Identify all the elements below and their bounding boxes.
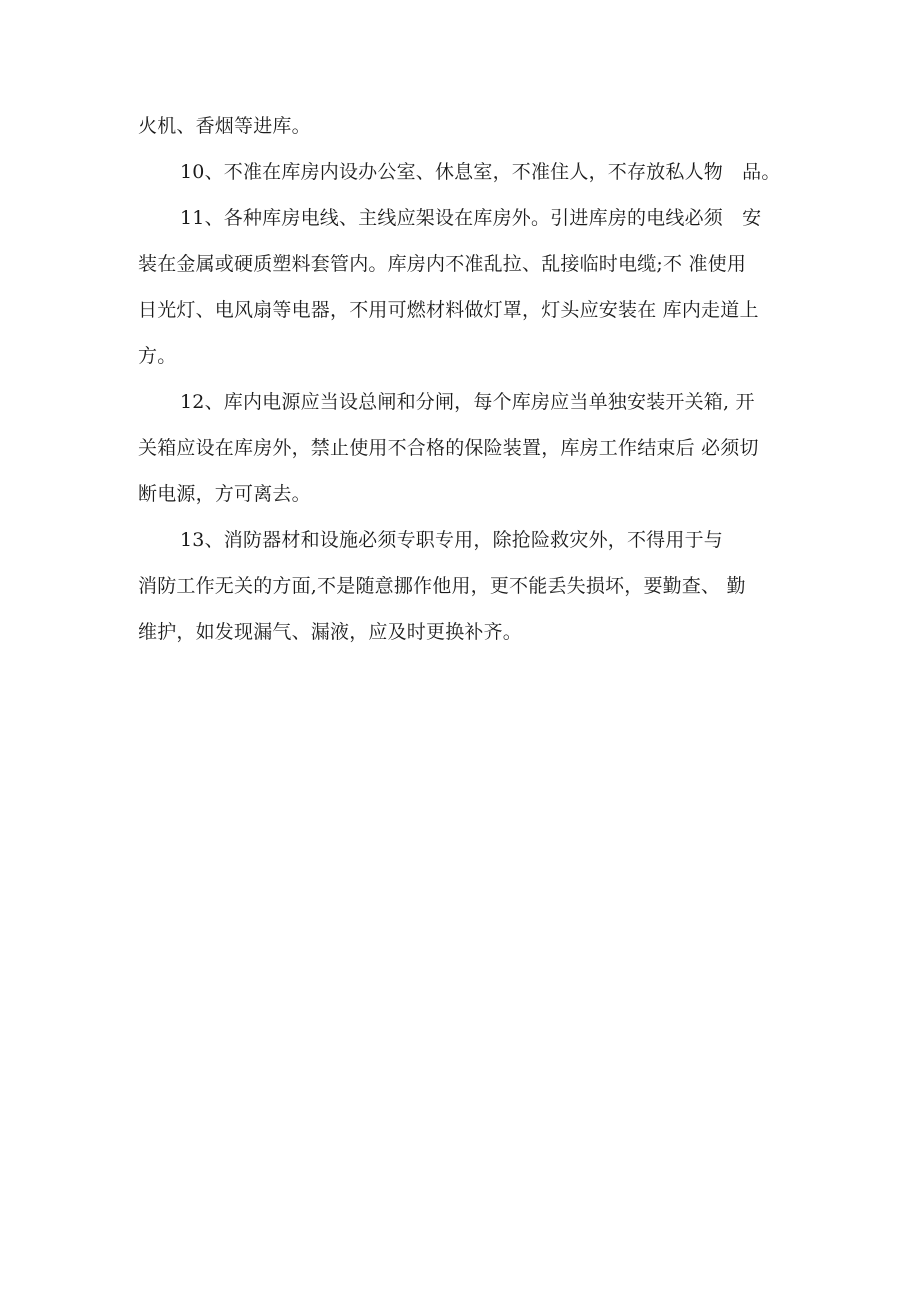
text-line-10: 13、消防器材和设施必须专职专用，除抢险救灾外，不得用于与 [180,529,723,551]
text-line-9: 断电源，方可离去。 [138,483,311,505]
text-line-8: 关箱应设在库房外，禁止使用不合格的保险装置，库房工作结束后 必须切 [138,437,759,459]
text-line-2: 10、不准在库房内设办公室、休息室，不准住人，不存放私人物 品。 [180,161,781,183]
text-line-4: 装在金属或硬质塑料套管内。库房内不准乱拉、乱接临时电缆;不 准使用 [138,253,747,275]
text-line-7: 12、库内电源应当设总闸和分闸，每个库房应当单独安装开关箱, 开 [180,391,755,413]
document-page [138,103,798,655]
text-line-11: 消防工作无关的方面,不是随意挪作他用，更不能丢失损坏，要勤查、 勤 [138,575,746,597]
text-line-12: 维护，如发现漏气、漏液，应及时更换补齐。 [138,621,523,643]
text-line-3: 11、各种库房电线、主线应架设在库房外。引进库房的电线必须 安 [180,207,762,229]
text-line-6: 方。 [138,345,177,367]
text-line-1: 火机、香烟等进库。 [138,115,311,137]
text-line-5: 日光灯、电风扇等电器，不用可燃材料做灯罩，灯头应安装在 库内走道上 [138,299,759,321]
